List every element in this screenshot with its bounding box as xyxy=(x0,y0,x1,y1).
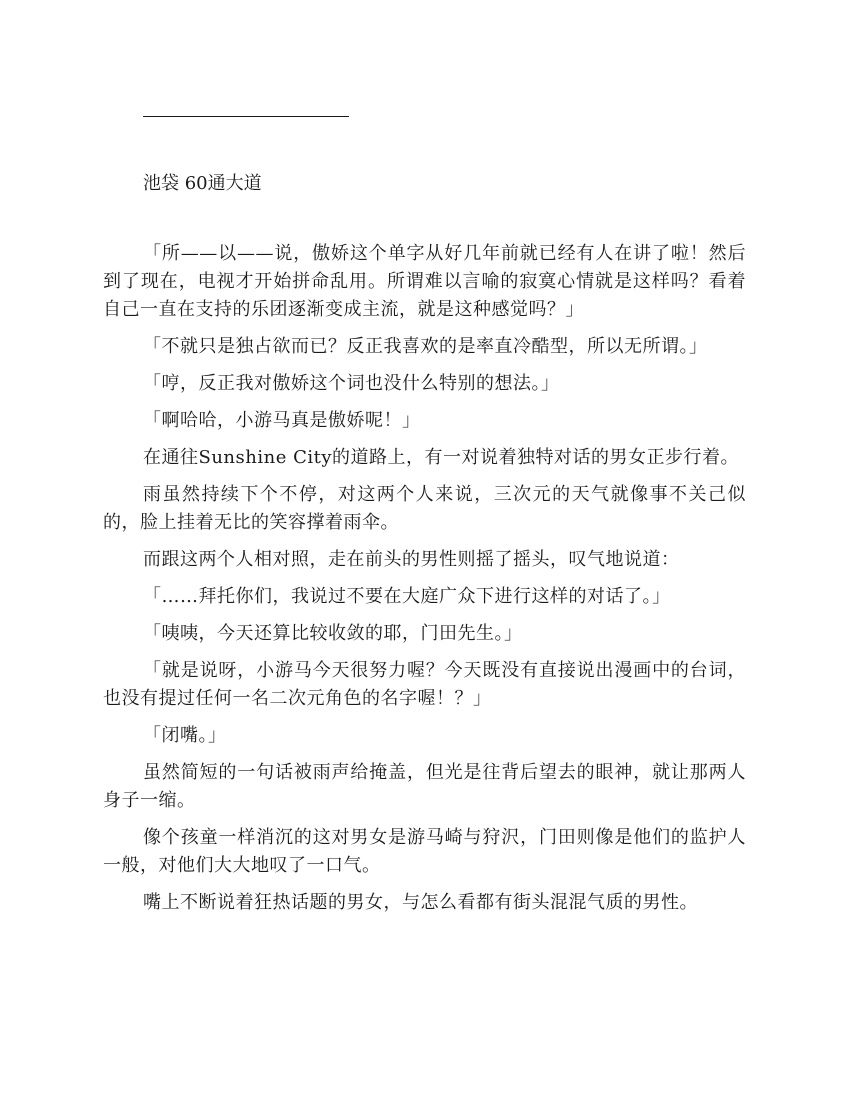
paragraph: 像个孩童一样消沉的这对男女是游马崎与狩沢，门田则像是他们的监护人一般，对他们大大地叹了一口气。 xyxy=(103,827,746,876)
paragraph: 「咦咦，今天还算比较收敛的耶，门田先生。」 xyxy=(143,623,523,644)
paragraph: 「……拜托你们，我说过不要在大庭广众下进行这样的对话了。」 xyxy=(143,586,671,607)
paragraph: 而跟这两个人相对照，走在前头的男性则摇了摇头，叹气地说道： xyxy=(143,549,680,570)
paragraph: 「哼，反正我对傲娇这个词也没什么特别的想法。」 xyxy=(143,373,560,394)
paragraph: 在通往Sunshine City的道路上，有一对说着独特对话的男女正步行着。 xyxy=(143,447,739,468)
paragraph: 嘴上不断说着狂热话题的男女，与怎么看都有街头混混气质的男性。 xyxy=(143,892,698,913)
section-title: 池袋 60通大道 xyxy=(143,173,262,194)
paragraph: 「啊哈哈，小游马真是傲娇呢！」 xyxy=(143,410,421,431)
section-separator xyxy=(143,116,349,117)
paragraph: 雨虽然持续下个不停，对这两个人来说，三次元的天气就像事不关己似的，脸上挂着无比的笑容撑着雨伞。 xyxy=(103,484,746,533)
paragraph: 「就是说呀，小游马今天很努力喔？今天既没有直接说出漫画中的台词，也没有提过任何一名二次元角色的名字喔！？」 xyxy=(103,660,746,709)
body-text xyxy=(103,240,746,926)
paragraph: 「所——以——说，傲娇这个单字从好几年前就已经有人在讲了啦！然后到了现在，电视才开始拼命乱用。所谓难以言喻的寂寞心情就是这样吗？看着自己一直在支持的乐团逐渐变成主流，就是这种感觉吗？」 xyxy=(103,243,746,320)
paragraph: 「不就只是独占欲而已？反正我喜欢的是率直冷酷型，所以无所谓。」 xyxy=(143,336,708,357)
paragraph: 虽然简短的一句话被雨声给掩盖，但光是往背后望去的眼神，就让那两人身子一缩。 xyxy=(103,762,746,811)
paragraph: 「闭嘴。」 xyxy=(143,725,227,746)
